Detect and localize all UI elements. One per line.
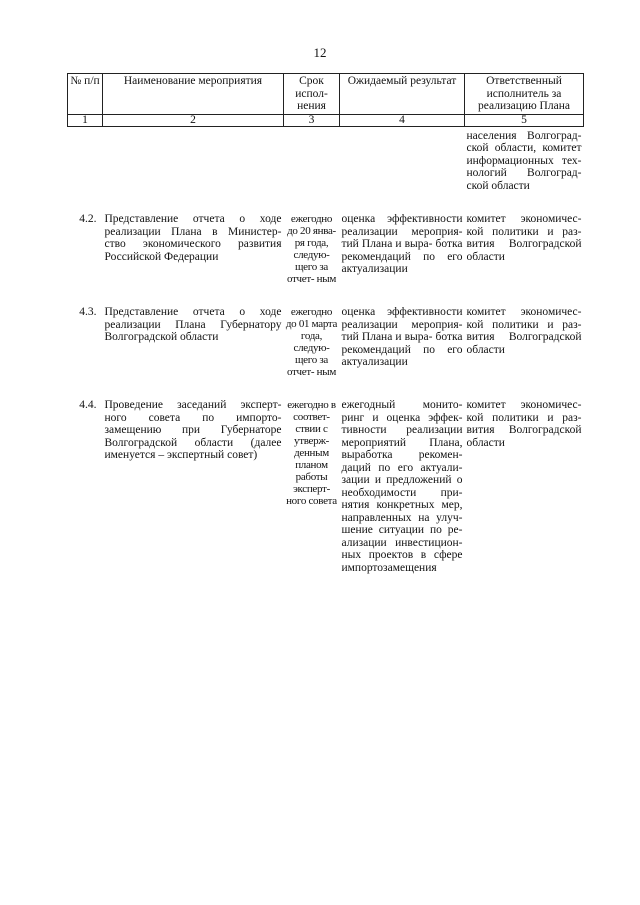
col-number: 5 (465, 114, 584, 126)
row-name: Представление отчета о ходе реализации Плана Губернатору Волгоградской области (104, 306, 282, 343)
col-number: 1 (68, 114, 103, 126)
row-term: ежегодно до 01 марта года, следую- щего за отчет- ным (285, 306, 338, 378)
row-responsible: комитет экономичес- кой политики и раз- вития Волгоградской области (466, 213, 582, 263)
table-row (68, 396, 584, 574)
header-term: Срок испол- нения (284, 74, 340, 115)
row-result: ежегодный монито- ринг и оценка эффек- тивности реализации мероприятий Плана, выработка рекомен- даций по его актуали- зации и предложений о необходимости при- нятия конкретных мер, направленных на улуч- шение ситуации по ре- ализации инвестицион- ных проектов в сфере импортозамещения (341, 399, 463, 574)
row-name: Представление отчета о ходе реализации Плана в Министер- ство экономического развития Российской Федерации (104, 213, 282, 263)
row-result: оценка эффективности реализации мероприя- тий Плана и выра- ботка рекомендаций по его актуализации (341, 306, 463, 368)
col-number: 4 (340, 114, 465, 126)
row-name: Проведение заседаний эксперт- ного совета по импорто- замещению при Губернаторе Волгоградской области (далее именуется – экспертный совет) (104, 399, 282, 461)
col-number: 3 (284, 114, 340, 126)
table-row (68, 210, 584, 285)
plan-table (67, 73, 584, 574)
row-num: 4.3. (79, 306, 97, 318)
row-responsible: комитет экономичес- кой политики и раз- вития Волгоградской области (466, 306, 582, 356)
col-number: 2 (103, 114, 284, 126)
page-number: 12 (313, 45, 327, 60)
header-name: Наименование мероприятия (103, 74, 284, 115)
row-responsible: комитет экономичес- кой политики и раз- вития Волгоградской области (466, 399, 582, 449)
table-row (68, 303, 584, 378)
row-term: ежегодно в соответ- ствии с утверж- денным планом работы эксперт- ного совета (286, 399, 337, 507)
row-term: ежегодно до 20 янва- ря года, следую- щего за отчет- ным (286, 213, 337, 285)
row-num: 4.2. (79, 213, 97, 225)
header-num: № п/п (68, 74, 103, 115)
column-number-row (68, 114, 584, 126)
header-row (68, 74, 584, 115)
row-result: оценка эффективности реализации мероприя- тий Плана и выра- ботка рекомендаций по его актуализации (341, 213, 463, 275)
header-result: Ожидаемый результат (340, 74, 465, 115)
row-num: 4.4. (79, 399, 97, 411)
continuation-row (68, 126, 584, 192)
continuation-responsible: населения Волгоград- ской области, комитет информационных тех- нологий Волгоград- ской области (466, 129, 582, 192)
header-responsible: Ответственный исполнитель за реализацию Плана (465, 74, 584, 115)
